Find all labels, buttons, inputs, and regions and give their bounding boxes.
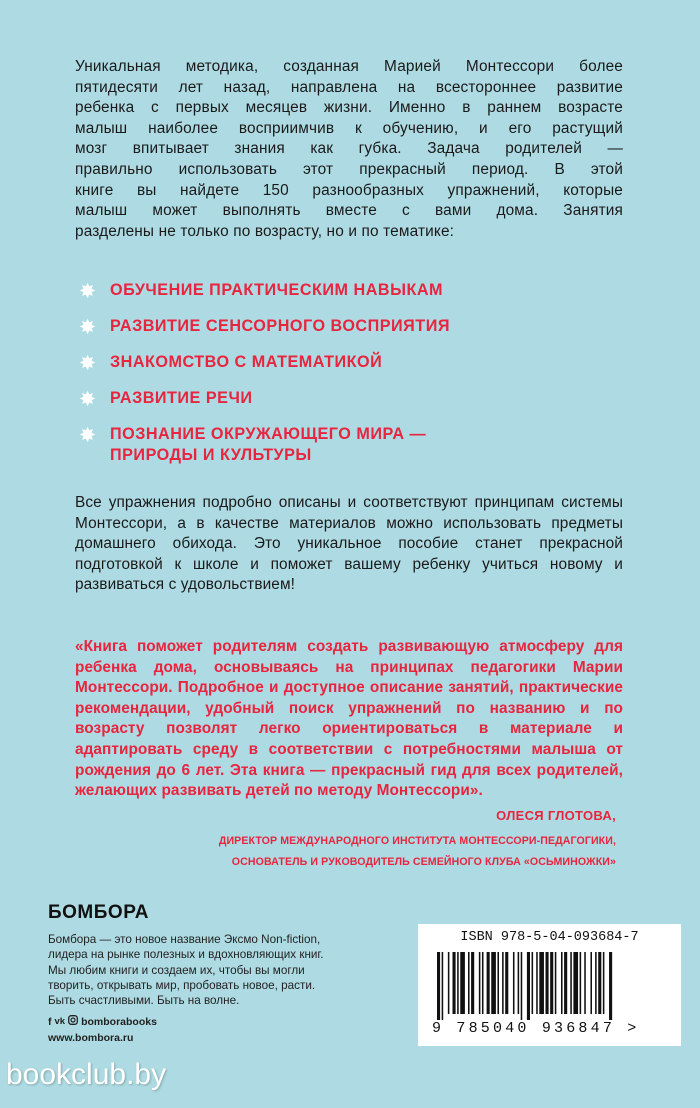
social-links: [48, 1015, 157, 1028]
intro-line: пятидесяти лет назад, направлена на всестороннее развитие: [75, 78, 623, 96]
barcode-bar: [539, 952, 544, 1014]
intro-line: малыш наиболее восприимчив к обучению, и его растущий: [75, 119, 623, 137]
barcode-bar: [590, 952, 592, 1014]
topic-label: ПОЗНАНИЕ ОКРУЖАЮЩЕГО МИРА —: [110, 425, 427, 443]
barcode-bar: [479, 952, 481, 1014]
barcode-image: [433, 952, 665, 1020]
description-paragraph: Все упражнения подробно описаны и соответствуют принципам системы Монтессори, а в качестве материалов можно использовать предметы домашнего обихода. Это уникальное пособие станет прекрасной подготовкой к школе и поможет вашему ребенку учиться новому и развиваться с удовольствием!: [75, 494, 623, 594]
barcode-bar: [573, 952, 578, 1014]
facebook-icon[interactable]: f: [48, 1015, 52, 1028]
topic-item: [80, 388, 640, 409]
barcode-bar: [527, 952, 530, 1020]
barcode-bar: [550, 952, 553, 1014]
social-handle[interactable]: bomborabooks: [81, 1015, 157, 1028]
topic-item: [80, 424, 640, 466]
intro-line: ребенка с первых месяцев жизни. Именно в раннем возрасте: [75, 99, 623, 117]
barcode-bar: [448, 952, 450, 1014]
barcode-bar: [536, 952, 538, 1014]
publisher-line: лидера на рынке полезных и вдохновляющих книг.: [48, 948, 324, 962]
barcode-bar: [555, 952, 557, 1014]
barcode-bar: [561, 952, 563, 1014]
topic-item: [80, 316, 640, 337]
intro-line: Уникальная методика, созданная Марией Монтессори более: [75, 58, 623, 75]
barcode-digits: 9 785040 936847 >: [432, 1020, 640, 1037]
barcode-bar: [598, 952, 601, 1014]
website-link[interactable]: www.bombora.ru: [48, 1032, 134, 1044]
barcode-bar: [513, 952, 515, 1014]
intro-line: разделены не только по возрасту, но и по тематике:: [75, 222, 455, 240]
publisher-description: [48, 932, 388, 1008]
intro-line: книге вы найдете 150 разнообразных упражнений, которые: [75, 181, 623, 199]
barcode-bar: [442, 952, 444, 1020]
barcode-bar: [595, 952, 597, 1014]
instagram-icon[interactable]: [68, 1015, 78, 1028]
topic-label: РАЗВИТИЕ СЕНСОРНОГО ВОСПРИЯТИЯ: [110, 317, 450, 335]
topic-label-line2: ПРИРОДЫ И КУЛЬТУРЫ: [110, 446, 312, 464]
topics-list: [80, 280, 640, 481]
barcode-bar: [457, 952, 459, 1014]
barcode-bar: [453, 952, 456, 1014]
intro-paragraph: [75, 57, 623, 242]
barcode-bar: [468, 952, 470, 1014]
barcode-bar: [491, 952, 496, 1014]
barcode-panel: [418, 924, 681, 1046]
barcode-bar: [532, 952, 534, 1014]
intro-line: правильно использовать этот прекрасный период. В этой: [75, 160, 623, 178]
barcode-bar: [460, 952, 465, 1014]
intro-line: мозг впитывает знания как губка. Задача родителей —: [75, 140, 623, 158]
intro-line: малыш может выполнять вместе с вами дома. Занятия: [75, 202, 623, 220]
barcode-bar: [505, 952, 508, 1014]
barcode-bar: [502, 952, 504, 1014]
topic-label: ЗНАКОМСТВО С МАТЕМАТИКОЙ: [110, 353, 383, 371]
barcode-bar: [564, 952, 567, 1014]
topic-item: [80, 352, 640, 373]
barcode-bar: [437, 952, 440, 1020]
barcode-bar: [570, 952, 572, 1014]
topic-label: РАЗВИТИЕ РЕЧИ: [110, 389, 253, 407]
topic-label: ОБУЧЕНИЕ ПРАКТИЧЕСКИМ НАВЫКАМ: [110, 281, 444, 299]
barcode-bar: [518, 952, 520, 1014]
quote-author-role: ДИРЕКТОР МЕЖДУНАРОДНОГО ИНСТИТУТА МОНТЕССОРИ-ПЕДАГОГИКИ,: [218, 835, 616, 847]
watermark: bookclub.by: [6, 1058, 167, 1091]
isbn-text: ISBN 978-5-04-093684-7: [460, 930, 639, 945]
publisher-line: Бомбора — это новое название Эксмо Non-fiction,: [48, 933, 321, 946]
star-icon: ✸: [80, 317, 96, 337]
barcode-bar: [471, 952, 474, 1014]
barcode-bar: [521, 952, 523, 1020]
barcode-bar: [487, 952, 490, 1014]
vk-icon[interactable]: vk: [54, 1016, 66, 1027]
star-icon: ✸: [80, 353, 96, 373]
star-icon: ✸: [80, 425, 96, 445]
publisher-line: творить, открывать мир, пробовать новое, расти.: [48, 978, 316, 992]
barcode-bar: [584, 952, 586, 1014]
publisher-logo: БОМБОРА: [48, 902, 149, 923]
barcode-bar: [497, 952, 499, 1014]
quote-author: ОЛЕСЯ ГЛОТОВА,: [496, 808, 616, 823]
star-icon: ✸: [80, 389, 96, 409]
barcode-bar: [609, 952, 612, 1020]
barcode-bar: [603, 952, 605, 1014]
barcode-bar: [482, 952, 484, 1014]
quote-author-role: ОСНОВАТЕЛЬ И РУКОВОДИТЕЛЬ СЕМЕЙНОГО КЛУБА «ОСЬМИНОЖКИ»: [231, 856, 616, 868]
publisher-line: Быть счастливыми. Быть на волне.: [48, 994, 240, 1008]
barcode-bar: [580, 952, 582, 1014]
barcode-bar: [546, 952, 549, 1014]
review-quote: «Книга поможет родителям создать развивающую атмосферу для ребенка дома, основываясь на принципах педагогики Марии Монтессори. Подробное и доступное описание занятий, практические рекомендации, удобный поиск упражнений по названию и по возрасту позволят легко ориентироваться в материале и адаптировать среду в соответствии с потребностями малыша от рождения до 6 лет. Эта книга — прекрасный гид для всех родителей, желающих развивать детей по методу Монтессори».: [75, 638, 623, 800]
publisher-line: Мы любим книги и создаем их, чтобы вы могли: [48, 963, 305, 977]
star-icon: ✸: [80, 281, 96, 301]
topic-item: [80, 280, 640, 301]
